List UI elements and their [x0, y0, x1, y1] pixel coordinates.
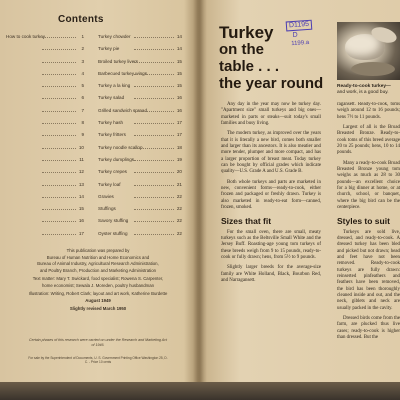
toc-entry: [2, 143, 88, 155]
stamp-number: 1199.a: [291, 39, 310, 48]
body-column-1: [221, 102, 321, 288]
toc-entry: [2, 32, 88, 44]
library-stamp: [286, 19, 331, 62]
toc-entry: [94, 130, 186, 142]
toc-entry-page: 17: [78, 230, 84, 236]
toc-entry: [94, 118, 186, 130]
toc-entry-title: Turkey salad: [98, 95, 125, 101]
body-paragraph: Both whole turkeys and parts are marketed in new, convenient forms—ready-to-cook, either frozen and packaged or freshly drawn. Turkey is also marketed in ready-to-eat form—canned, frozen, smoked.: [221, 179, 321, 211]
toc-entry-title: Stuffings: [98, 206, 116, 212]
toc-entry: [94, 192, 186, 204]
toc-entry-page: 2: [81, 46, 84, 52]
toc-leader-dots: [42, 148, 76, 149]
toc-entry-title: Turkey dumplings: [98, 156, 135, 162]
stamp-letter: D: [292, 31, 298, 40]
toc-entry-page: 15: [176, 58, 182, 64]
body-paragraph: Slightly larger breeds for the average-size family are White Holland, Black, Bourbon Red, and Narragansett.: [221, 265, 321, 283]
toc-leader-dots: [134, 209, 174, 210]
body-paragraph: Turkeys are sold live, dressed, and ready-to-cook. A dressed turkey has been bled and picked but not drawn; head and feet have not been removed. Ready-to-cook turkeys are fully drawn: reinserted pinfeathers and feathers have been removed, the bird has been thoroughly cleaned inside and out, and the neck, giblets and neck are usually packed in the cavity.: [337, 229, 400, 311]
contents-heading: Contents: [58, 14, 104, 25]
toc-entry: [2, 93, 88, 105]
toc-entry-title: Barbecued turkey wings: [98, 70, 148, 76]
table-surface: [0, 382, 400, 400]
toc-entry-title: Gravies: [98, 193, 114, 199]
toc-entry: [2, 130, 88, 142]
toc-entry-title: Turkey hash: [98, 120, 124, 126]
title-line: on the: [219, 41, 264, 58]
toc-entry-title: Savory stuffing: [98, 218, 129, 224]
toc-leader-dots: [42, 98, 76, 99]
toc-leader-dots: [134, 148, 174, 149]
revision-date: Slightly revised March 1950: [69, 305, 127, 311]
credit-line: Illustration: Writing, Robert Clark; layout and art work, Katherine Burdette: [28, 290, 168, 296]
toc-leader-dots: [134, 135, 174, 136]
toc-entry: [2, 106, 88, 118]
toc-entry: [2, 180, 88, 192]
toc-entry-page: 20: [176, 169, 182, 175]
toc-entry-title: Oyster stuffing: [98, 230, 128, 236]
toc-leader-dots: [134, 172, 174, 173]
toc-entry: [2, 69, 88, 81]
toc-entry-page: 22: [176, 230, 182, 236]
photo-caption: [337, 84, 400, 96]
title-line: the year round: [219, 75, 324, 92]
toc-entry: [94, 180, 186, 192]
body-paragraph: Any day in the year may now be turkey day. "Apartment size" small turkeys and big ones—marketed in parts or steaks—suit today's small families and busy living.: [221, 102, 321, 127]
toc-leader-dots: [134, 197, 174, 198]
toc-entry-title: Turkey pie: [98, 46, 120, 52]
toc-entry: [2, 216, 88, 228]
print-note: For sale by the Superintendent of Documents, U. S. Government Printing Office Washington 25, D. C. - Price 10 cents: [28, 356, 168, 365]
toc-leader-dots: [134, 98, 174, 99]
title-line: table . . .: [219, 58, 280, 75]
toc-leader-dots: [42, 123, 76, 124]
toc-entry-page: 22: [176, 218, 182, 224]
caption-text: and work, is a good buy.: [337, 90, 389, 95]
body-paragraph: For the small oven, there are small, meaty turkeys such as the Beltsville Small White and the Jersey Buff. Roasting-age young tom turkeys of these breeds weigh from 9 to 15 pounds, ready-to-cook or fully drawn; hens, from 5½ to 9 pounds.: [221, 229, 321, 260]
toc-entry-page: 4: [81, 70, 84, 76]
research-note: Certain phases of this research were carried on under the Research and Marketing Act of 1946.: [29, 338, 167, 347]
toc-entry-page: 16: [176, 95, 182, 101]
body-paragraph: Largest of all is the Broad Breasted Bronze. Ready-to-cook toms of this breed average 20 to 25 pounds; hens, 10 to 14 pounds.: [337, 125, 400, 156]
toc-entry: [94, 69, 186, 81]
toc-entry: [94, 81, 186, 93]
toc-entry: [94, 93, 186, 105]
toc-leader-dots: [134, 49, 174, 50]
toc-entry-page: 15: [176, 70, 182, 76]
toc-leader-dots: [134, 185, 174, 186]
toc-entry-page: 22: [176, 206, 182, 212]
toc-leader-dots: [134, 160, 174, 161]
toc-leader-dots: [134, 86, 174, 87]
toc-entry-page: 22: [176, 193, 182, 199]
toc-leader-dots: [42, 37, 76, 38]
section-heading-styles: Styles to suit: [337, 215, 390, 226]
toc-entry-page: 11: [79, 156, 84, 162]
toc-entry-page: 14: [176, 34, 182, 39]
toc-entry-page: 19: [176, 156, 182, 162]
toc-entry-page: 17: [176, 132, 182, 138]
toc-leader-dots: [42, 160, 76, 161]
toc-entry-title: Turkey noodle scallop: [98, 144, 143, 150]
caption-bold: Ready-to-cook turkey—: [337, 84, 391, 89]
body-paragraph: Many a ready-to-cook Broad Breasted Bronze young tom weighs as much as 28 to 30 pounds—an excellent choice for a big dinner at home, or at church, school, or banquet, where the big bird can be the centerpiece.: [337, 160, 400, 211]
toc-leader-dots: [134, 111, 174, 112]
toc-leader-dots: [42, 111, 76, 112]
toc-entry-title: Grilled sandwich spread: [98, 107, 148, 113]
toc-entry-title: Turkey loaf: [98, 181, 121, 187]
toc-leader-dots: [42, 197, 76, 198]
platter-shape: [351, 62, 395, 76]
toc-entry: [2, 118, 88, 130]
toc-entry: [94, 143, 186, 155]
toc-leader-dots: [42, 74, 76, 75]
toc-entry-page: 5: [81, 83, 84, 89]
toc-entry: [2, 57, 88, 69]
toc-entry-title: Turkey crepes: [98, 169, 127, 175]
turkey-photo: [337, 22, 400, 80]
pub-line: Bureau of Human Nutrition and Home Economics and: [46, 254, 150, 260]
toc-leader-dots: [42, 234, 76, 235]
toc-leader-dots: [134, 123, 174, 124]
pub-line: Bureau of Animal Industry, Agricultural Research Administration,: [37, 261, 159, 267]
toc-entry-page: 16: [78, 218, 84, 224]
title-line: Turkey: [219, 23, 274, 42]
toc-entry: [2, 167, 88, 179]
pub-date: August 1949: [85, 298, 111, 304]
body-paragraph: ragansett. Ready-to-cook, toms weigh around 12 to 16 pounds; hens 7½ to 11 pounds.: [337, 102, 400, 120]
toc-entry: [94, 167, 186, 179]
section-heading-sizes: Sizes that fit: [221, 215, 272, 226]
toc-entry-page: 10: [78, 144, 84, 150]
toc-leader-dots: [134, 74, 174, 75]
credit-line: Text matter: Mary T. Swickard, food specialist; Rowena S. Carpenter,: [32, 276, 164, 282]
toc-entry: [94, 216, 186, 228]
toc-entry-page: 15: [176, 83, 182, 89]
toc-leader-dots: [42, 62, 76, 63]
toc-entry: [94, 204, 186, 216]
toc-entry: [2, 192, 88, 204]
toc-leader-dots: [42, 185, 76, 186]
toc-entry-page: 14: [78, 193, 84, 199]
toc-entry: [94, 32, 186, 44]
toc-leader-dots: [42, 172, 76, 173]
toc-entry-title: Turkey a la king: [98, 83, 131, 89]
toc-leader-dots: [42, 86, 76, 87]
toc-entry-page: 15: [78, 206, 84, 212]
toc-entry: [2, 204, 88, 216]
toc-leader-dots: [42, 49, 76, 50]
body-column-2: [337, 102, 400, 345]
toc-leader-dots: [134, 234, 174, 235]
toc-entry-title: Broiled turkey livers: [98, 58, 139, 64]
toc-entry-page: 9: [81, 132, 84, 138]
toc-entry-page: 17: [176, 120, 182, 126]
toc-entry-page: 8: [81, 120, 84, 126]
toc-leader-dots: [42, 209, 76, 210]
toc-entry-page: 6: [81, 95, 84, 101]
left-page: [0, 0, 195, 382]
toc-entry-page: 21: [176, 181, 182, 187]
toc-entry: [2, 81, 88, 93]
right-page: [203, 0, 400, 382]
pub-line: and Poultry Branch, Production and Marketing Administration: [39, 267, 157, 273]
toc-leader-dots: [134, 62, 174, 63]
toc-entry-page: 13: [78, 181, 84, 187]
toc-leader-dots: [42, 135, 76, 136]
toc-entry: [94, 57, 186, 69]
toc-entry-page: 14: [176, 46, 182, 52]
toc-entry-title: How to cook turkey: [6, 34, 46, 39]
toc-leader-dots: [134, 37, 174, 38]
toc-entry: [2, 155, 88, 167]
toc-entry-page: 3: [81, 58, 84, 64]
toc-entry: [2, 44, 88, 56]
toc-column-left: [2, 32, 88, 241]
toc-entry-title: Turkey fritters: [98, 132, 126, 138]
pub-line: This publication was prepared by: [66, 248, 130, 253]
publication-info: [8, 248, 188, 312]
toc-entry: [2, 229, 88, 241]
body-paragraph: Dressed birds come from the farm, are plucked thus live cases; ready-to-cook is higher than dressed. But the: [337, 315, 400, 340]
toc-entry-page: 1: [81, 34, 84, 39]
toc-entry-page: 7: [81, 107, 84, 113]
toc-column-right: [94, 32, 186, 241]
toc-entry: [94, 44, 186, 56]
toc-entry-page: 16: [176, 107, 182, 113]
toc-entry: [94, 229, 186, 241]
toc-entry: [94, 106, 186, 118]
toc-leader-dots: [42, 221, 76, 222]
toc-entry-page: 12: [78, 169, 84, 175]
toc-entry-page: 18: [176, 144, 182, 150]
credit-line: home economist; Sewala J. Moreden, poultry husbandman: [41, 282, 155, 288]
toc-entry: [94, 155, 186, 167]
toc-leader-dots: [134, 221, 174, 222]
body-paragraph: The modern turkey, as improved over the years that it is literally a new bird, comes both smaller and larger than its ancestors. It is also meatier and more tender, plumper and more compact, and has a larger proportion of breast meat. Today turkey can be bought by official grades which indicate quality—U.S. Grade A and U.S. Grade B.: [221, 131, 321, 175]
stamp-code: D1195: [286, 20, 313, 32]
toc-entry-title: Turkey chowder: [98, 34, 131, 39]
